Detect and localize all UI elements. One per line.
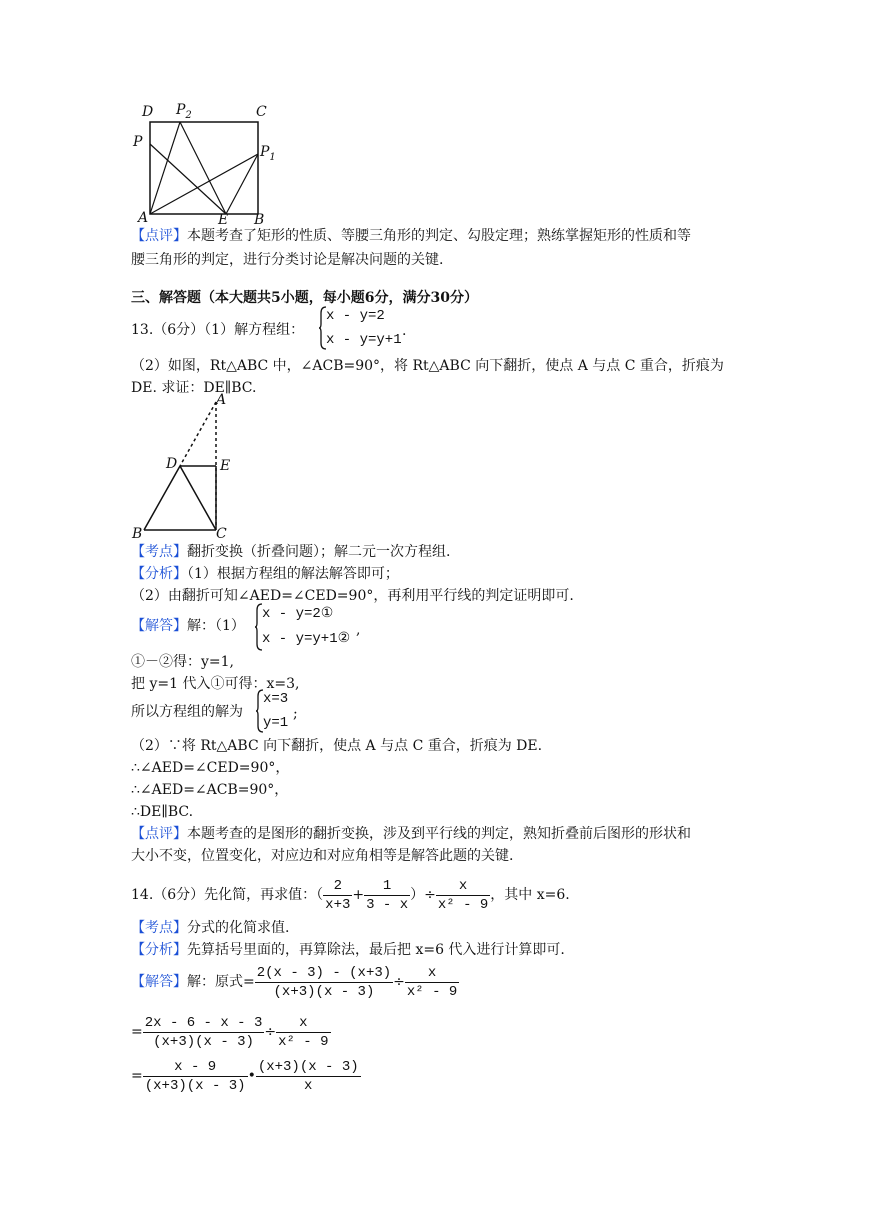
jieda14-s3-frac2: $\frac{(x+3)(x - 3)}{x}$ [257, 1058, 359, 1094]
tag-fenxi: 【分析】 [131, 942, 187, 958]
dianping1-line2: 腰三角形的判定，进行分类讨论是解决问题的关键. [131, 252, 444, 268]
q14-frac3: $\frac{x}{\text{x² - 9}}$ [437, 877, 489, 913]
section-heading: 三、解答题（本大题共5小题，每小题6分，满分30分） [131, 290, 478, 306]
jieda13-p2-4: ∴DE∥BC. [131, 804, 194, 820]
tag-jieda: 【解答】 [131, 974, 187, 990]
figure-triangle [128, 392, 248, 544]
tag-fenxi: 【分析】 [131, 566, 187, 582]
label-P: P [133, 134, 143, 150]
jieda13-p2-3: ∴∠AED=∠ACB=90°， [131, 782, 289, 798]
jieda13-p2-1: （2）∵将 Rt△ABC 向下翻折，使点 A 与点 C 重合，折痕为 DE. [131, 738, 543, 754]
jieda14-s1-frac: $\frac{2(x - 3) - (x+3)}{(x+3)(x - 3)}$ [256, 964, 392, 1000]
jieda14-s1-frac2: $\frac{x}{\text{x² - 9}}$ [406, 964, 458, 1000]
q13-intro: 13.（6分）（1）解方程组： [131, 322, 305, 338]
jieda13-step2: 把 y=1 代入①可得：x=3, [131, 676, 300, 692]
dianping13-line2: 大小不变，位置变化，对应边和对应角相等是解答此题的关键. [131, 848, 514, 864]
label-D2: D [166, 456, 178, 472]
tag-kaodian: 【考点】 [131, 544, 187, 560]
q14-frac1: $\frac{2}{x+3}$ [325, 877, 351, 913]
label-C: C [256, 104, 267, 120]
label-E2: E [220, 458, 231, 474]
q13-equation-system: x - y=2 x - y=y+1 . [318, 305, 428, 351]
label-P2: $P_2$ [176, 102, 192, 121]
label-D: D [142, 104, 154, 120]
kaodian13: 【考点】翻折变换（折叠问题）；解二元一次方程组. [131, 544, 451, 560]
jieda13-sol2: y=1 [263, 715, 289, 731]
figure-rectangle [128, 100, 288, 230]
fenxi13-line2: （2）由翻折可知∠AED=∠CED=90°，再利用平行线的判定证明即可. [131, 588, 574, 604]
tag-jieda: 【解答】 [131, 618, 187, 634]
jieda14-s3-frac: $\frac{x - 9}{(x+3)(x - 3)}$ [144, 1058, 246, 1094]
label-A2: A [216, 392, 227, 408]
jieda13-step3: 所以方程组的解为 [131, 704, 243, 720]
tag-dianping: 【点评】 [131, 826, 187, 842]
q13-part2-line1: （2）如图，Rt△ABC 中，∠ACB=90°，将 Rt△ABC 向下翻折，使点 A 与点 C 重合，折痕为 [131, 358, 724, 374]
dianping1-line1: 【点评】本题考查了矩形的性质、等腰三角形的判定、勾股定理；熟练掌握矩形的性质和等 [131, 228, 691, 244]
jieda14-step3: = $\frac{x - 9}{(x+3)(x - 3)}$ • $\frac{(x+3)(x - 3)}{x}$ [131, 1058, 359, 1094]
jieda13-system: x - y=2① x - y=y+1② , [254, 602, 374, 652]
jieda14-step2: = $\frac{2x - 6 - x - 3}{(x+3)(x - 3)}$ ÷ $\frac{x}{\text{x² - 9}}$ [131, 1014, 329, 1050]
tag-kaodian: 【考点】 [131, 920, 187, 936]
q13-part2-line2: DE. 求证：DE∥BC. [131, 380, 257, 396]
label-C2: C [216, 526, 227, 542]
fenxi14: 【分析】先算括号里面的，再算除法，最后把 x=6 代入进行计算即可. [131, 942, 565, 958]
jieda13-eq2: x - y=y+1② [262, 631, 351, 647]
label-B2: B [132, 526, 143, 542]
q13-eq1: x - y=2 [326, 308, 385, 324]
jieda14-s2-frac2: $\frac{x}{\text{x² - 9}}$ [278, 1014, 329, 1050]
label-A: A [138, 210, 149, 226]
kaodian14: 【考点】分式的化简求值. [131, 920, 290, 936]
jieda13-eq1: x - y=2① [262, 606, 334, 622]
label-P1: $P_1$ [260, 144, 276, 163]
q14-question: 14.（6分）先化简，再求值：（ $\frac{2}{x+3}$ + $\frac{1}{3 - x}$ ）÷ $\frac{x}{\text{x² - 9}}$ ，其中 x=6. [131, 877, 570, 913]
jieda13-p2-2: ∴∠AED=∠CED=90°， [131, 760, 290, 776]
jieda13-step1: ①－②得：y=1, [131, 654, 234, 670]
fenxi13-line1: 【分析】（1）根据方程组的解法解答即可； [131, 566, 399, 582]
jieda13-lead: 【解答】解：（1） [131, 618, 245, 634]
dianping13-line1: 【点评】本题考查的是图形的翻折变换，涉及到平行线的判定，熟知折叠前后图形的形状和 [131, 826, 691, 842]
jieda13-sol1: x=3 [263, 691, 289, 707]
jieda14-s2-frac: $\frac{2x - 6 - x - 3}{(x+3)(x - 3)}$ [144, 1014, 263, 1050]
jieda14-step1: 【解答】 解：原式= $\frac{2(x - 3) - (x+3)}{(x+3)(x - 3)}$ ÷ $\frac{x}{\text{x² - 9}}$ [131, 964, 458, 1000]
q14-frac2: $\frac{1}{3 - x}$ [366, 877, 409, 913]
label-B: B [254, 212, 265, 228]
q13-eq2: x - y=y+1 [326, 332, 402, 348]
label-E: E [218, 212, 229, 228]
tag-dianping: 【点评】 [131, 228, 187, 244]
jieda13-solution: x=3 y=1 ; [255, 688, 315, 734]
